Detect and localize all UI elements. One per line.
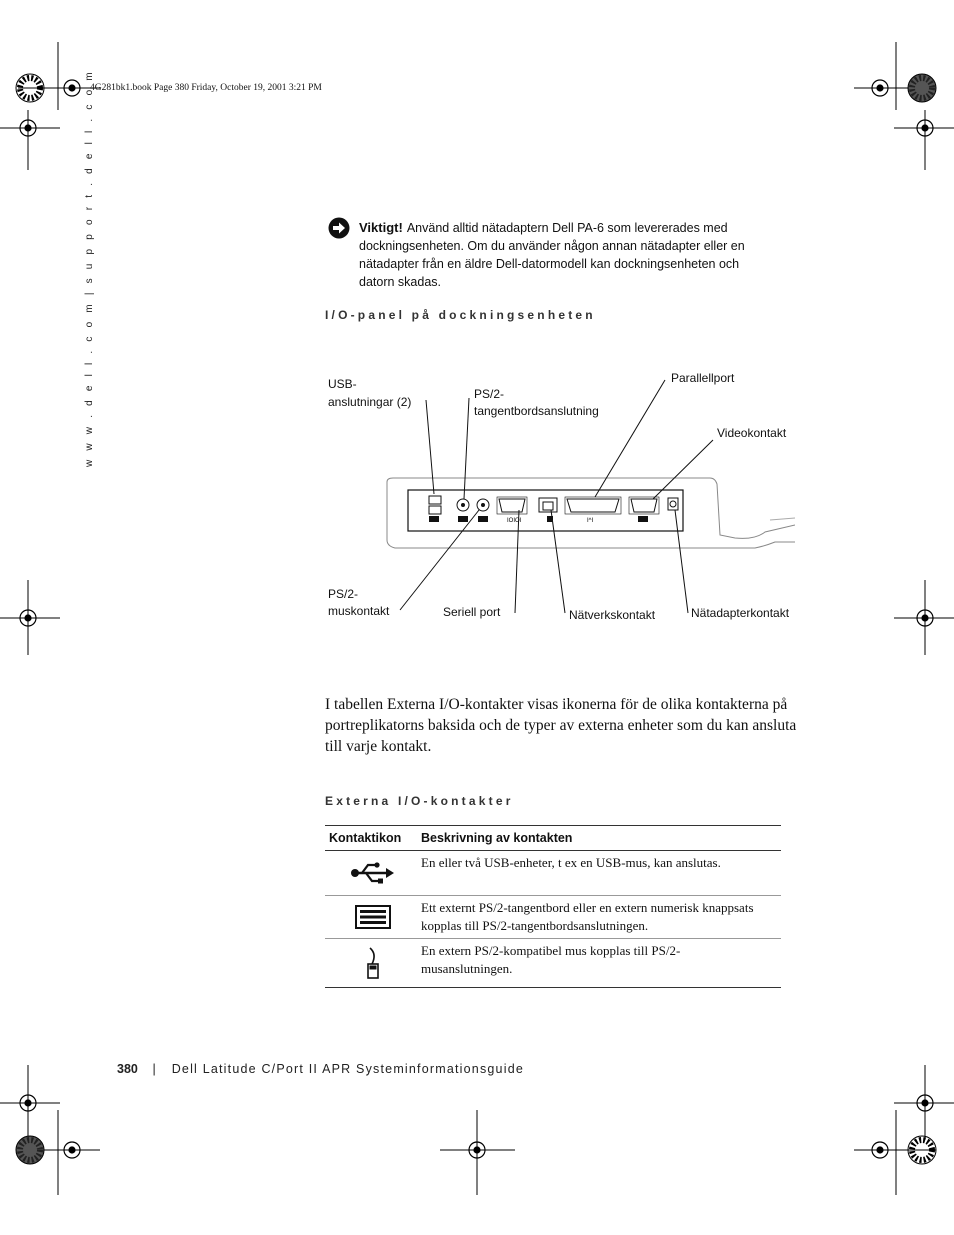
row-description: En extern PS/2-kompatibel mus kopplas till PS/2-musanslutningen.: [421, 943, 681, 976]
page-number: 380: [117, 1062, 138, 1076]
arrow-right-circle-icon: [328, 217, 350, 239]
label-usb-line2: anslutningar (2): [328, 395, 412, 409]
file-header: 4G281bk1.book Page 380 Friday, October 19, 2001 3:21 PM: [90, 83, 322, 93]
label-ps2-keyboard-line2: tangentbordsanslutning: [474, 404, 599, 418]
table-title: Externa I/O-kontakter: [325, 794, 514, 808]
label-parallel: Parallellport: [671, 371, 735, 385]
row-description: Ett externt PS/2-tangentbord eller en extern numerisk knappsats kopplas till PS/2-tangentbordsanslutningen.: [421, 900, 754, 933]
mouse-icon: [365, 946, 381, 980]
footer-separator: |: [152, 1062, 157, 1076]
header-icon-col: Kontaktikon: [329, 831, 402, 845]
footer: [117, 1062, 524, 1076]
sidebar-url: [84, 69, 98, 467]
notice-body: Använd alltid nätadaptern Dell PA-6 som levererades med dockningsenheten. Om du använder någon annan nätadapter eller en nätadapter från en äldre Dell-datormodell kan dockningsenheten och datorn skadas.: [359, 221, 745, 289]
svg-text:IOIOI: IOIOI: [507, 518, 522, 524]
table-row: [325, 851, 781, 896]
connectors-table: [325, 825, 781, 988]
table-header: [325, 826, 781, 851]
io-panel-diagram: [325, 360, 795, 635]
label-ps2-mouse: [328, 586, 389, 620]
body-paragraph: I tabellen Externa I/O-kontakter visas ikonerna för de olika kontakterna på portreplikatorns baksida och de typer av externa enheter som du kan ansluta till varje kontakt.: [325, 696, 797, 755]
table-row: [325, 896, 781, 939]
label-usb-line1: USB-: [328, 377, 357, 391]
row-description: En eller två USB-enheter, t ex en USB-mus, kan anslutas.: [421, 855, 721, 870]
notice-label: Viktigt!: [359, 220, 403, 235]
label-power: Nätadapterkontakt: [691, 606, 790, 620]
label-ps2-keyboard: [474, 386, 599, 420]
label-ps2-mouse-line1: PS/2-: [328, 587, 359, 601]
svg-text:I^I: I^I: [587, 518, 594, 524]
label-serial: Seriell port: [443, 605, 501, 619]
sidebar-url-text: w w w . d e l l . c o m | s u p p o r t . d e l l . c o m: [84, 69, 95, 467]
header-description-col: Beskrivning av kontakten: [421, 831, 573, 845]
table-row: [325, 939, 781, 987]
label-network: Nätverkskontakt: [569, 608, 656, 622]
guide-title: Dell Latitude C/Port II APR Systeminformationsguide: [171, 1062, 524, 1076]
keyboard-icon: [355, 905, 391, 929]
usb-icon: [350, 861, 396, 885]
label-ps2-keyboard-line1: PS/2-: [474, 387, 505, 401]
label-video: Videokontakt: [717, 426, 787, 440]
label-ps2-mouse-line2: muskontakt: [328, 604, 390, 618]
notice-text: [359, 219, 769, 291]
diagram-title: I/O-panel på dockningsenheten: [325, 308, 596, 322]
label-usb: [328, 375, 411, 411]
